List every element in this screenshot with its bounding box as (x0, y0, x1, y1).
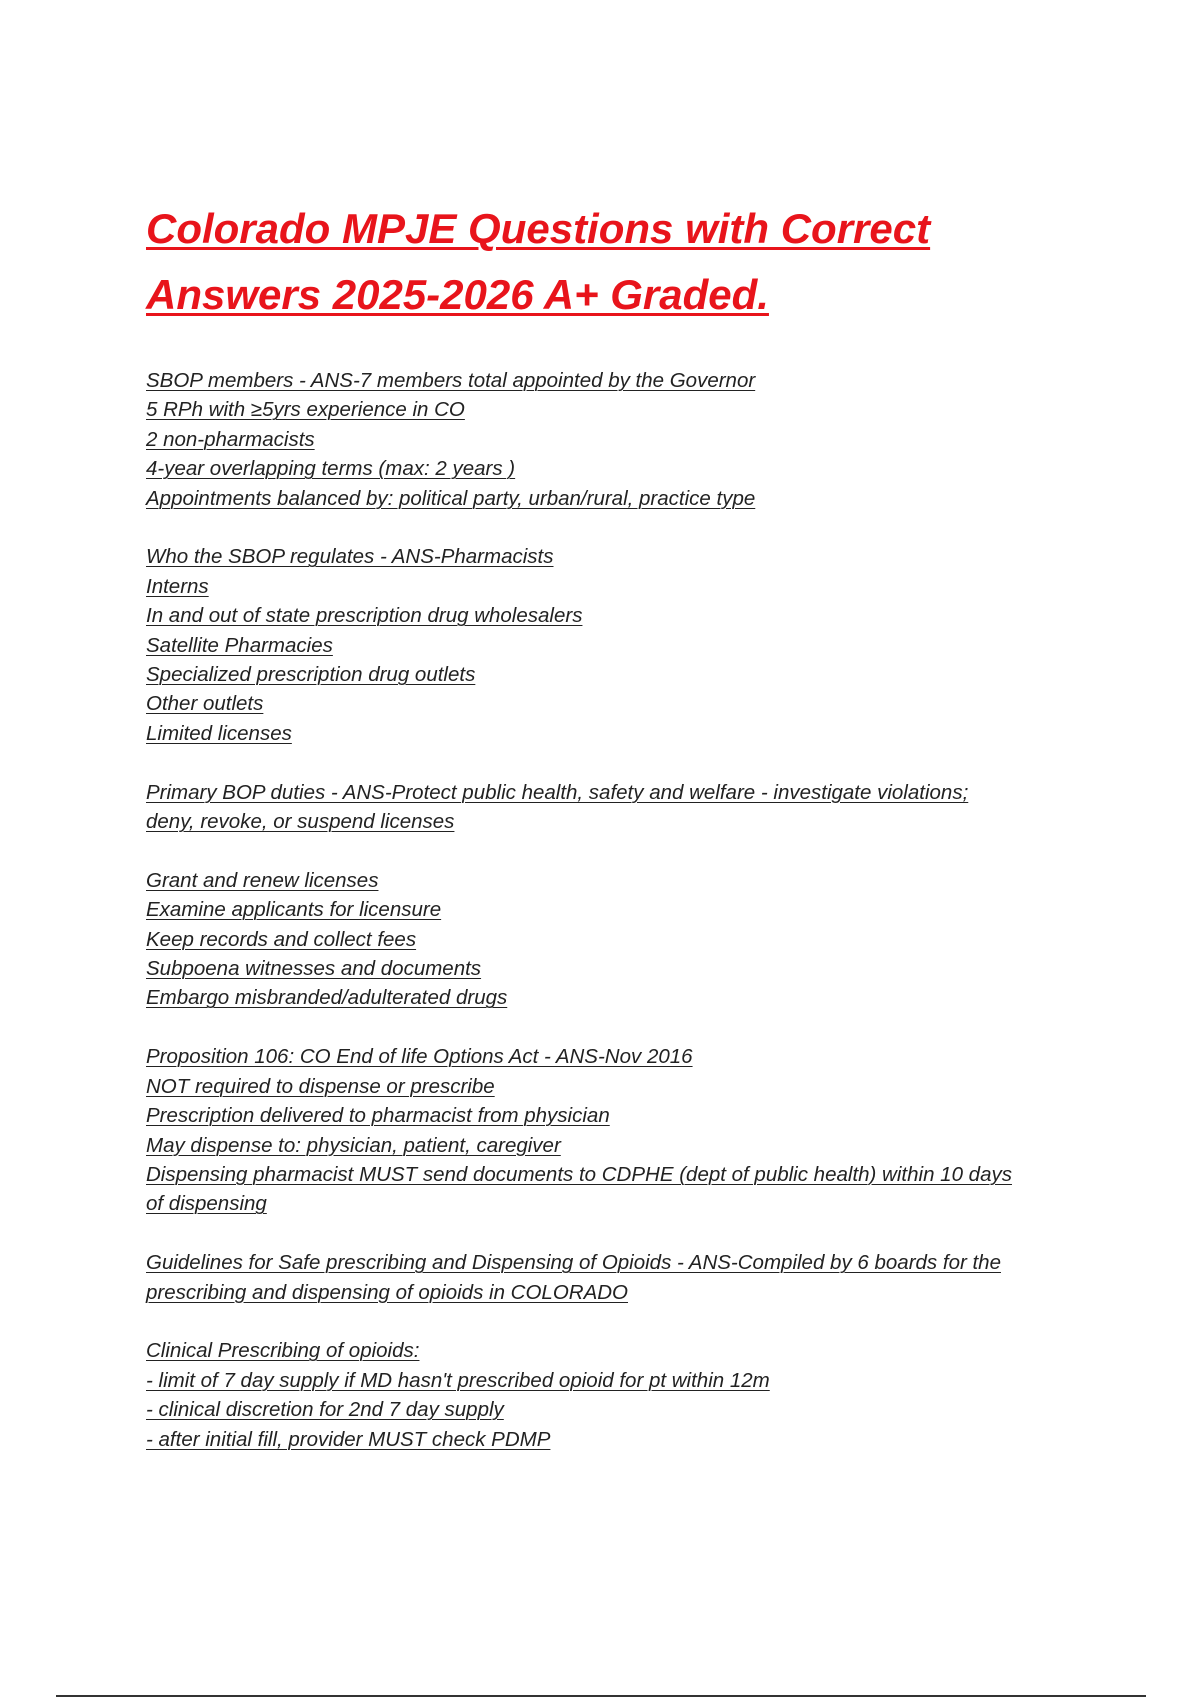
text-line: Proposition 106: CO End of life Options Act - ANS-Nov 2016 (146, 1045, 693, 1069)
text-line: of dispensing (146, 1192, 267, 1216)
document-title-line-1: Colorado MPJE Questions with Correct (146, 205, 931, 252)
text-line: deny, revoke, or suspend licenses (146, 810, 455, 834)
text-line: - limit of 7 day supply if MD hasn't prescribed opioid for pt within 12m (146, 1368, 770, 1392)
section-opioid-guidelines (146, 1248, 1106, 1307)
footer-divider (56, 1695, 1146, 1697)
text-line: Satellite Pharmacies (146, 633, 333, 657)
text-line: Other outlets (146, 692, 264, 716)
text-line: Who the SBOP regulates - ANS-Pharmacists (146, 545, 554, 569)
text-line: Specialized prescription drug outlets (146, 663, 476, 687)
text-line: Primary BOP duties - ANS-Protect public health, safety and welfare - investigate violations; (146, 780, 969, 804)
text-line: Embargo misbranded/adulterated drugs (146, 986, 508, 1010)
text-line: In and out of state prescription drug wholesalers (146, 604, 583, 628)
text-line: Examine applicants for licensure (146, 898, 442, 922)
text-line: 5 RPh with ≥5yrs experience in CO (146, 398, 465, 422)
section-primary-bop-duties (146, 778, 1106, 837)
document-body (146, 366, 1106, 1483)
document-title-line-2: Answers 2025-2026 A+ Graded. (146, 271, 769, 318)
text-line: Keep records and collect fees (146, 927, 417, 951)
text-line: - after initial fill, provider MUST check PDMP (146, 1427, 551, 1451)
text-line: Interns (146, 574, 209, 598)
section-sbop-regulates (146, 542, 1106, 748)
section-bop-duty-list (146, 866, 1106, 1013)
text-line: NOT required to dispense or prescribe (146, 1074, 495, 1098)
text-line: Grant and renew licenses (146, 868, 379, 892)
text-line: Appointments balanced by: political party, urban/rural, practice type (146, 486, 756, 510)
section-sbop-members (146, 366, 1106, 513)
text-line: SBOP members - ANS-7 members total appointed by the Governor (146, 369, 756, 392)
text-line: 2 non-pharmacists (146, 427, 315, 451)
text-line: Guidelines for Safe prescribing and Dispensing of Opioids - ANS-Compiled by 6 boards for the (146, 1251, 1001, 1275)
section-proposition-106 (146, 1042, 1106, 1218)
section-clinical-prescribing (146, 1336, 1106, 1454)
text-line: Dispensing pharmacist MUST send documents to CDPHE (dept of public health) within 10 days (146, 1162, 1012, 1186)
text-line: Subpoena witnesses and documents (146, 957, 482, 981)
document-title (146, 196, 1106, 328)
text-line: 4-year overlapping terms (max: 2 years ) (146, 457, 516, 481)
text-line: Limited licenses (146, 721, 292, 745)
text-line: prescribing and dispensing of opioids in COLORADO (146, 1280, 629, 1304)
text-line: May dispense to: physician, patient, caregiver (146, 1133, 561, 1157)
text-line: Prescription delivered to pharmacist from physician (146, 1104, 610, 1128)
text-line: - clinical discretion for 2nd 7 day supply (146, 1398, 504, 1422)
text-line: Clinical Prescribing of opioids: (146, 1339, 420, 1363)
